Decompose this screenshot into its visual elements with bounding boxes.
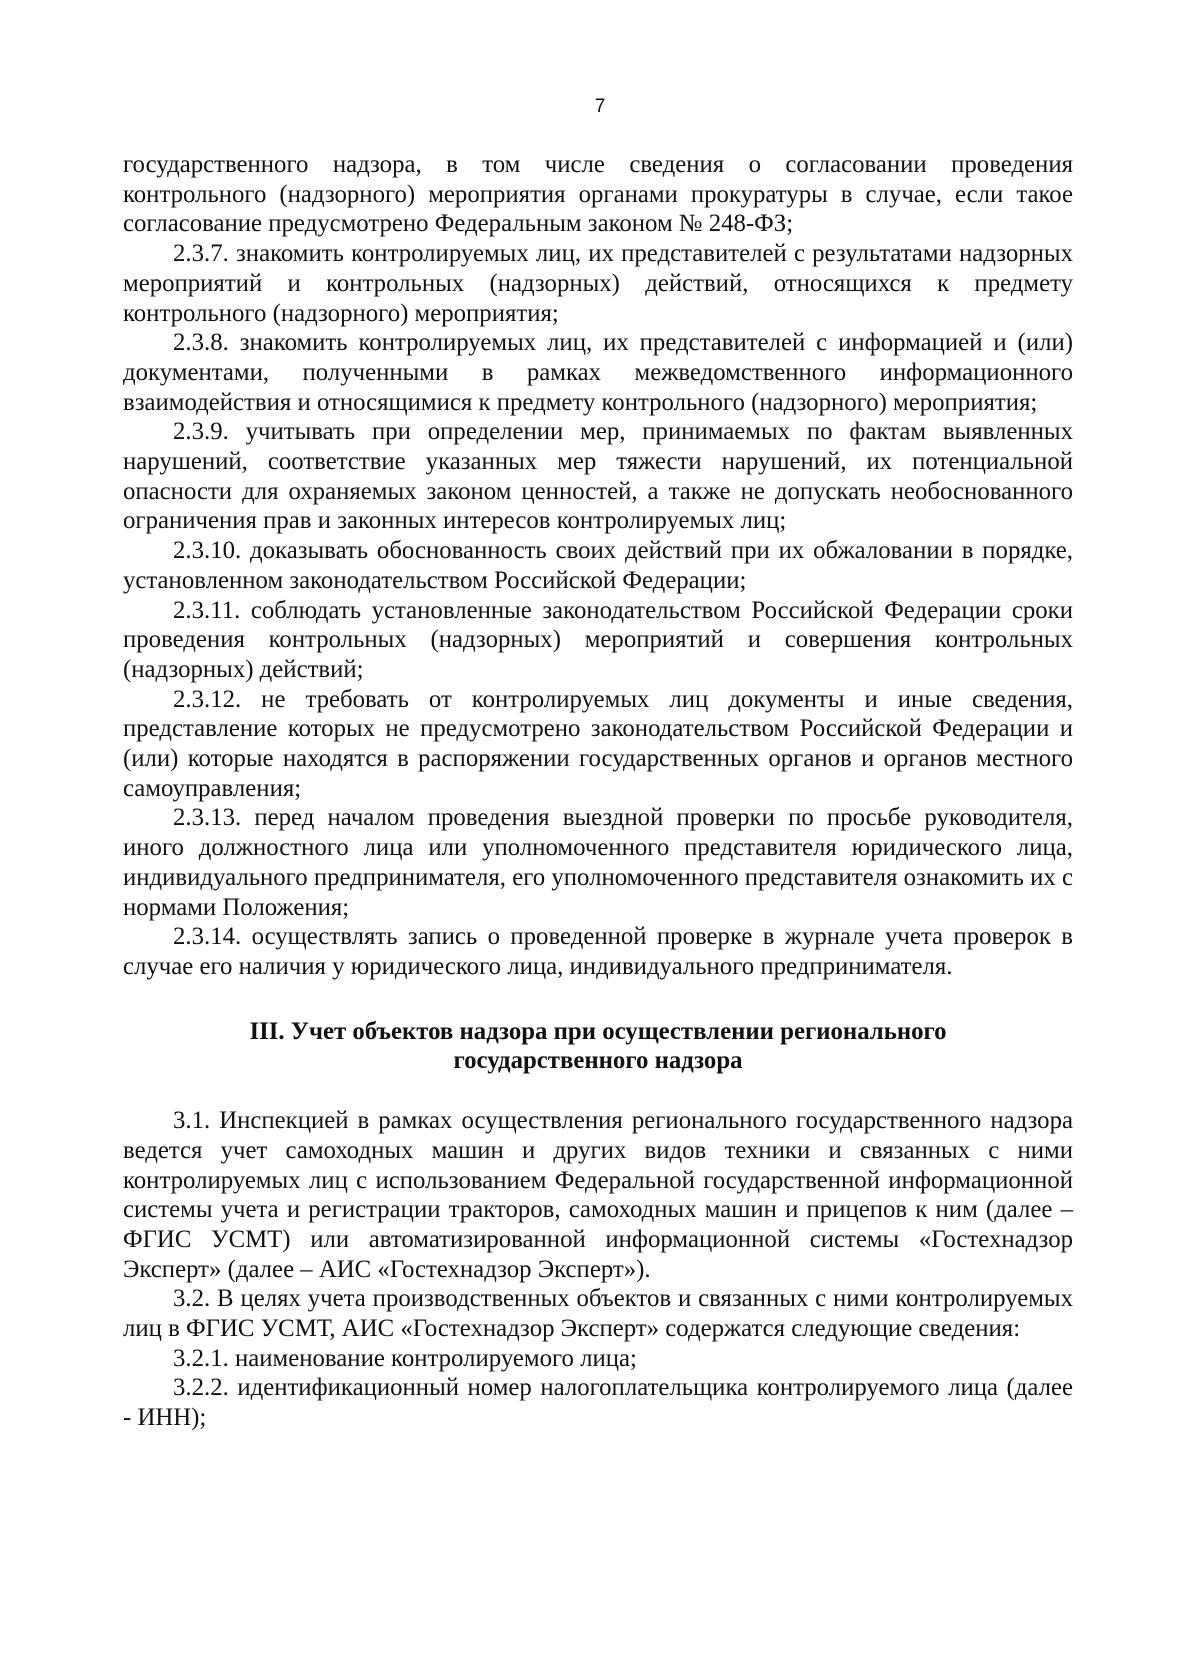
page-number: 7 — [594, 96, 606, 117]
paragraph: 3.2.1. наименование контролируемого лица; — [173, 1344, 637, 1372]
section-heading — [123, 1017, 1073, 1076]
paragraph: 2.3.9. учитывать при определении мер, принимаемых по фактам выявленных нарушений, соответствие указанных мер тяжести нарушений, их потенциальной опасности для охраняемых законом ценностей, а также не допускать необоснованного ограничения прав и законных интересов контролируемых лиц; — [123, 418, 1073, 535]
paragraph: 2.3.11. соблюдать установленные законодательством Российской Федерации сроки проведения контрольных (надзорных) мероприятий и совершения контрольных (надзорных) действий; — [123, 596, 1073, 683]
paragraph: 3.1. Инспекцией в рамках осуществления регионального государственного надзора ведется учет самоходных машин и других видов техники и связанных с ними контролируемых лиц с использованием Федеральной государственной информационной системы учета и регистрации тракторов, самоходных машин и прицепов к ним (далее – ФГИС УСМТ) или автоматизированной информационной системы «Гостехнадзор Эксперт» (далее – АИС «Гостехнадзор Эксперт»). — [123, 1107, 1073, 1283]
section-heading-line: III. Учет объектов надзора при осуществлении регионального — [249, 1017, 947, 1045]
paragraph: 2.3.14. осуществлять запись о проведенной проверке в журнале учета проверок в случае его наличия у юридического лица, индивидуального предпринимателя. — [123, 923, 1073, 980]
paragraph: государственного надзора, в том числе сведения о согласовании проведения контрольного (надзорного) мероприятия органами прокуратуры в случае, если такое согласование предусмотрено Федеральным законом № 248-ФЗ; — [123, 151, 1073, 238]
section-heading-line: государственного надзора — [453, 1047, 743, 1075]
paragraph: 3.2.2. идентификационный номер налогоплательщика контролируемого лица (далее - ИНН); — [123, 1374, 1073, 1432]
paragraph: 2.3.12. не требовать от контролируемых лиц документы и иные сведения, представление которых не предусмотрено законодательством Российской Федерации и (или) которые находятся в распоряжении государственных органов и органов местного самоуправления; — [123, 685, 1073, 802]
paragraph: 2.3.8. знакомить контролируемых лиц, их представителей с информацией и (или) документами, полученными в рамках межведомственного информационного взаимодействия и относящимися к предмету контрольного (надзорного) мероприятия; — [123, 329, 1073, 416]
document-body — [123, 150, 1073, 1433]
paragraphs-after — [123, 1106, 1073, 1433]
paragraph: 2.3.7. знакомить контролируемых лиц, их представителей с результатами надзорных мероприятий и контрольных (надзорных) действий, относящихся к предмету контрольного (надзорного) мероприятия; — [123, 240, 1073, 327]
paragraph: 2.3.10. доказывать обоснованность своих действий при их обжаловании в порядке, установленном законодательством Российской Федерации; — [123, 537, 1073, 594]
paragraphs-before — [123, 150, 1073, 982]
paragraph: 2.3.13. перед началом проведения выездной проверки по просьбе руководителя, иного должностного лица или уполномоченного представителя юридического лица, индивидуального предпринимателя, его уполномоченного представителя ознакомить их с нормами Положения; — [123, 804, 1073, 921]
paragraph: 3.2. В целях учета производственных объектов и связанных с ними контролируемых лиц в ФГИС УСМТ, АИС «Гостехнадзор Эксперт» содержатся следующие сведения: — [123, 1285, 1073, 1343]
